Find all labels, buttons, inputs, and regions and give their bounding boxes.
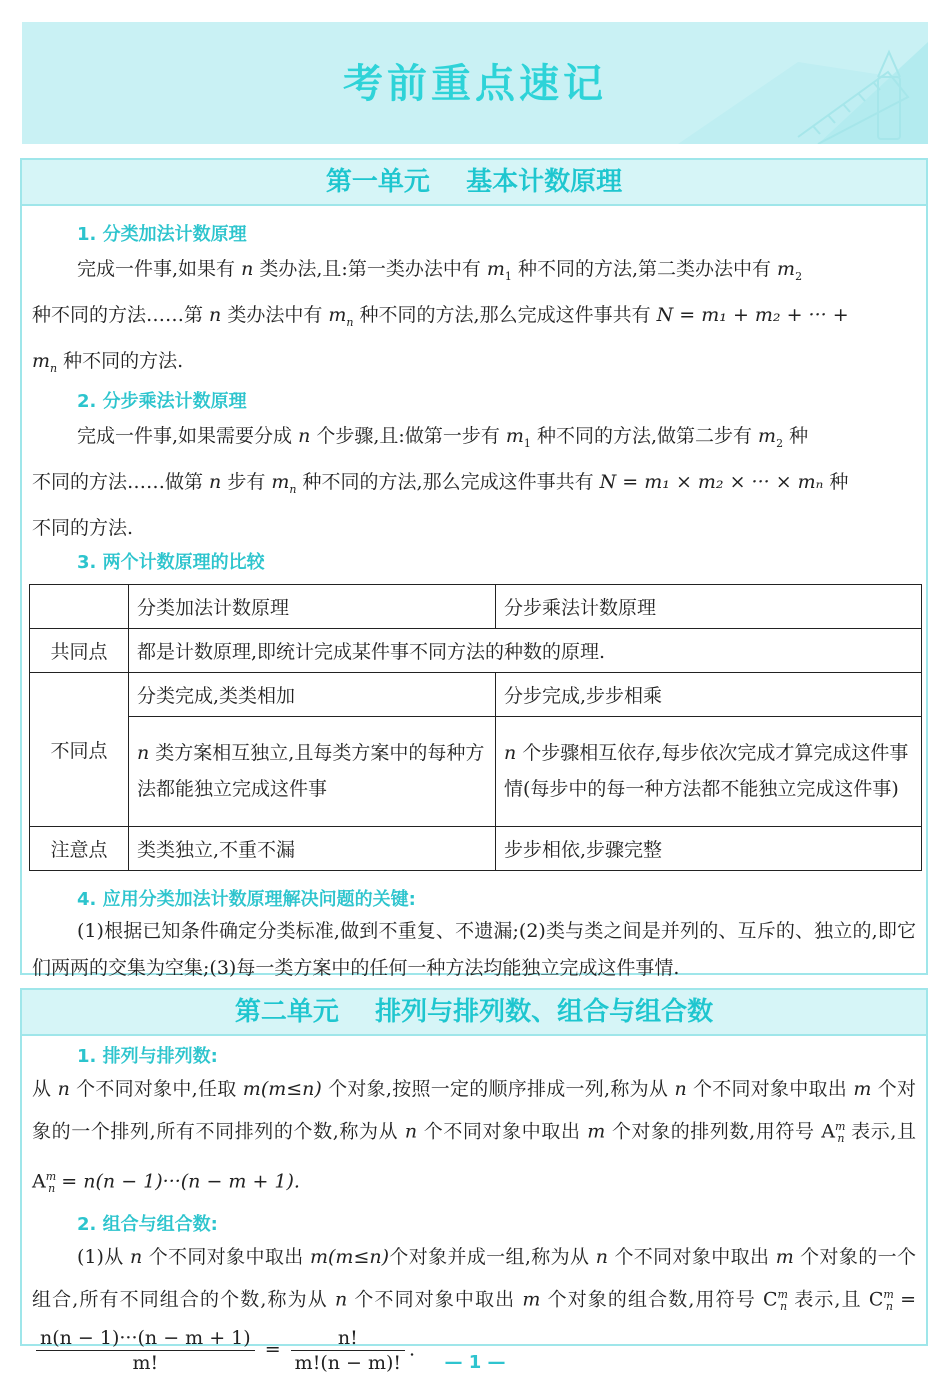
row-label: 注意点 bbox=[30, 826, 129, 870]
u2-s1-body: 从 n 个不同对象中,任取 m(m≤n) 个对象,按照一定的顺序排成一列,称为从 n 个不同对象中取出 m 个对象的一个排列,所有不同排列的个数,称为从 n 个不同对象中取出 m 个对象的排列数,用符号 $A^m_n$ 表示,且 $A^m_n = n(n - 1)\cdot\cdot\cdot(n - m + 1)$. bbox=[32, 1078, 916, 1196]
u2-s2-body: (1)从 n 个不同对象中取出 m(m≤n)个对象并成一组,称为从 n 个不同对象中取出 m 个对象的一个组合,所有不同组合的个数,称为从 n 个不同对象中取出 m 个对象的组合数,用符号 $C^m_n$ 表示,且 $C^m_n$ = $\frac{n(n - 1)\cdot\cdot\cdot(n - m + 1)}{m!}$ = $\frac{n!}{m!(n - m)!}$ . bbox=[32, 1246, 916, 1375]
page-title: 考前重点速记 bbox=[343, 61, 607, 107]
s4-body: (1)根据已知条件确定分类标准,做到不重复、不遗漏;(2)类与类之间是并列的、互斥的、独立的,即它们两两的交集为空集;(3)每一类方案中的任何一种方法均能独立完成这件事情. bbox=[32, 919, 916, 979]
fraction-2: $\frac{n!}{m!(n - m)!}$ bbox=[291, 1326, 405, 1375]
table-header: 分步乘法计数原理 bbox=[496, 584, 922, 628]
table-cell: n 类方案相互独立,且每类方案中的每种方法都能独立完成这件事 bbox=[129, 716, 496, 826]
u2-s2-title: 2. 组合与组合数: bbox=[77, 1214, 218, 1236]
table-cell: 分类完成,类类相加 bbox=[129, 672, 496, 716]
table-cell: 分步完成,步步相乘 bbox=[496, 672, 922, 716]
s2-title: 2. 分步乘法计数原理 bbox=[77, 391, 247, 413]
table-cell: n 个步骤相互依存,每步依次完成才算完成这件事情(每步中的每一种方法都不能独立完成这件事) bbox=[496, 716, 922, 826]
ruler-pencil-decoration bbox=[678, 22, 928, 144]
unit2-heading: 第二单元 排列与排列数、组合与组合数 bbox=[22, 990, 926, 1036]
table-header: 分类加法计数原理 bbox=[129, 584, 496, 628]
s1-title: 1. 分类加法计数原理 bbox=[77, 224, 247, 245]
s3-title: 3. 两个计数原理的比较 bbox=[77, 551, 265, 573]
table-cell: 都是计数原理,即统计完成某件事不同方法的种数的原理. bbox=[129, 628, 922, 672]
s1-body: 完成一件事,如果有 n 类办法,且:第一类办法中有 $m_1$ 种不同的方法,第二类办法中有 $m_2$ 种不同的方法……第 n 类办法中有 $m_n$ 种不同的方法,那么完成这件事共有 N = m₁ + m₂ + ··· + $m_n$ 种不同的方法. bbox=[32, 258, 849, 375]
page-number: — 1 — bbox=[444, 1352, 506, 1373]
s2-body: 完成一件事,如果需要分成 n 个步骤,且:做第一步有 $m_1$ 种不同的方法,做第二步有 $m_2$ 种 不同的方法……做第 n 步有 $m_n$ 种不同的方法,那么完成这件事共有 N = m₁ × m₂ × ··· × mₙ 种 不同的方法. bbox=[32, 425, 849, 539]
comparison-table bbox=[29, 584, 922, 871]
s4-title: 4. 应用分类加法计数原理解决问题的关键: bbox=[77, 888, 416, 910]
row-label: 不同点 bbox=[30, 672, 129, 826]
u2-s1-title: 1. 排列与排列数: bbox=[77, 1046, 218, 1067]
title-banner bbox=[22, 22, 928, 144]
unit1-heading: 第一单元 基本计数原理 bbox=[22, 160, 926, 206]
table-cell: 步步相依,步骤完整 bbox=[496, 826, 922, 870]
fraction-1: $\frac{n(n - 1)\cdot\cdot\cdot(n - m + 1)}{m!}$ bbox=[36, 1326, 255, 1375]
row-label: 共同点 bbox=[30, 628, 129, 672]
unit1-section bbox=[20, 158, 928, 979]
table-cell: 类类独立,不重不漏 bbox=[129, 826, 496, 870]
unit2-section bbox=[20, 988, 928, 1375]
